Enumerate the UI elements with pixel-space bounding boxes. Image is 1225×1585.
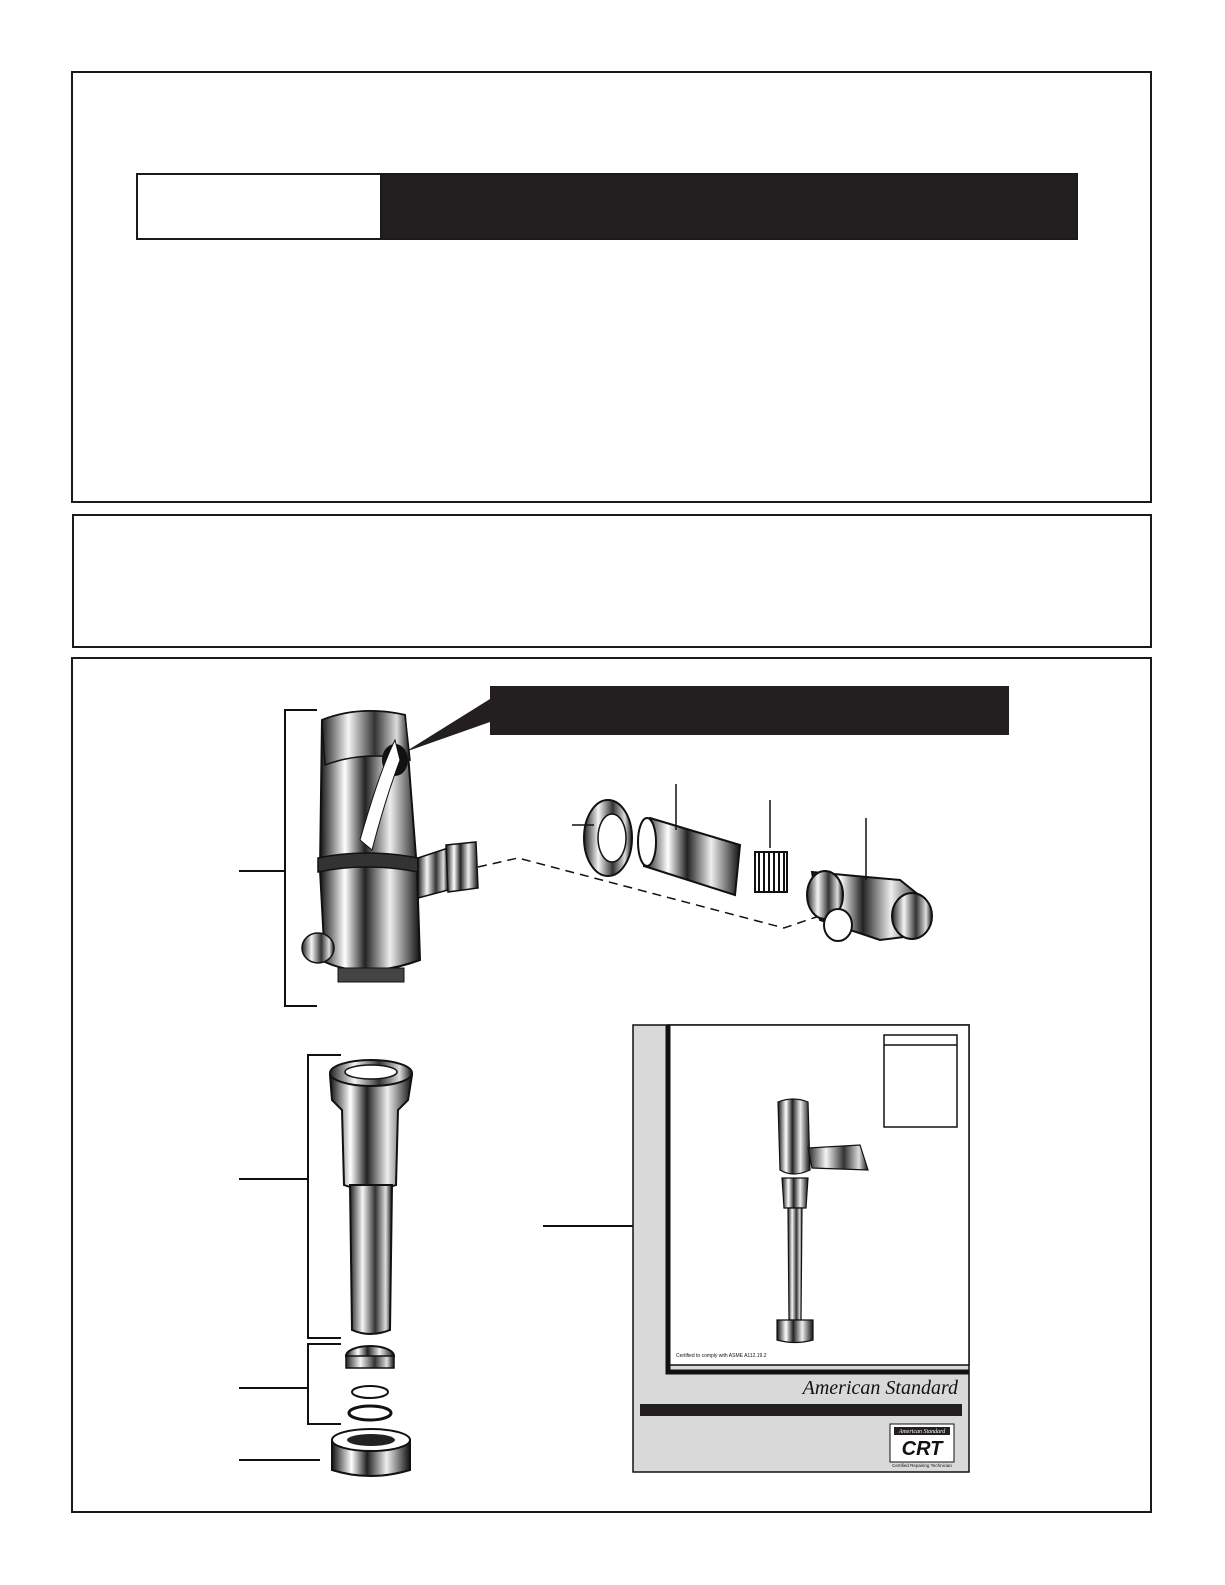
crt-badge-subtitle: Certified Repairing Technician — [892, 1463, 952, 1468]
stop-valve-icon — [807, 871, 932, 941]
spud-assembly-icon — [346, 1346, 394, 1420]
coupling-nut-icon — [755, 852, 787, 892]
spud-bracket — [308, 1344, 341, 1424]
supply-pipe-icon — [638, 818, 740, 895]
flush-valve-icon — [302, 711, 478, 982]
callout-pointer — [405, 699, 490, 752]
manual-booklet-icon — [633, 1025, 969, 1472]
escutcheon-icon — [584, 800, 632, 876]
spud-flange-icon — [332, 1429, 410, 1476]
vacuum-breaker-tube-icon — [330, 1060, 412, 1334]
manual-caption: Certified to comply with ASME A112.19.2 — [676, 1353, 767, 1359]
manual-brand: American Standard — [802, 1377, 958, 1399]
crt-badge-text: CRT — [901, 1438, 943, 1460]
crt-badge-brand: American Standard — [898, 1429, 946, 1435]
